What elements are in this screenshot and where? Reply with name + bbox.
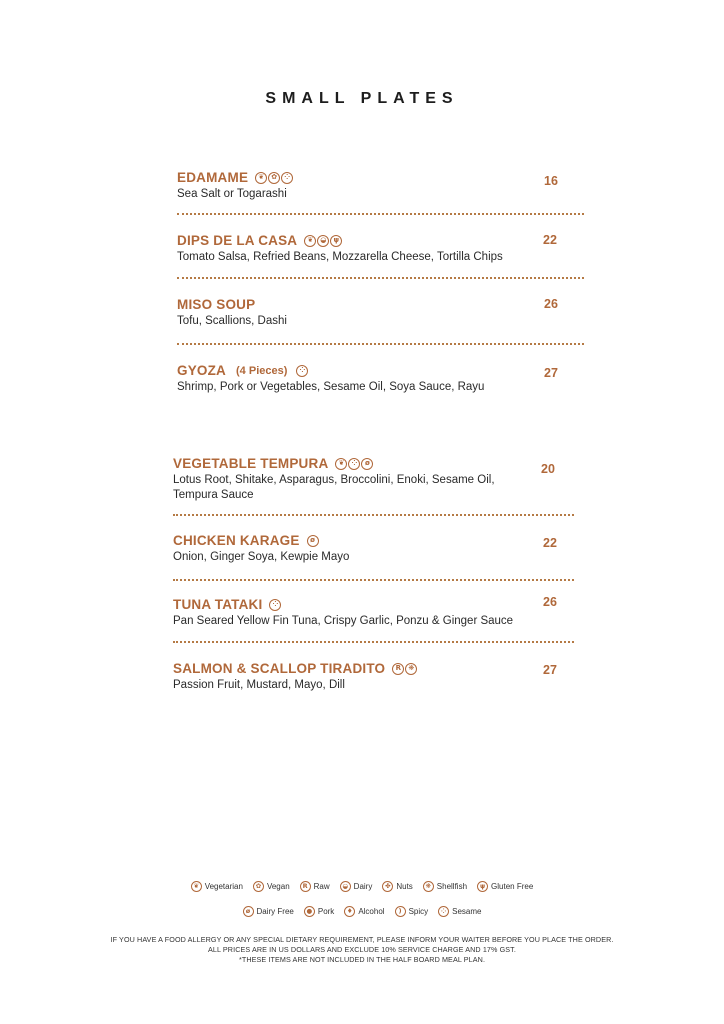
item-name: CHICKEN KARAGE xyxy=(173,533,300,548)
legend-label: Pork xyxy=(317,907,335,916)
item-price: 22 xyxy=(543,536,557,550)
item-price: 16 xyxy=(544,174,558,188)
legend-label: Alcohol xyxy=(358,907,385,916)
sesame-icon: ⁘ xyxy=(269,599,281,611)
item-name: DIPS DE LA CASA xyxy=(177,233,298,248)
item-price: 26 xyxy=(543,595,557,609)
legend-alcohol xyxy=(344,906,384,917)
item-price: 26 xyxy=(544,297,558,311)
sesame-icon: ⁘ xyxy=(296,365,308,377)
menu-item-edamame xyxy=(177,170,527,202)
gluten-free-icon: ψ xyxy=(477,881,488,892)
item-quantity: (4 Pieces) xyxy=(236,364,288,377)
shellfish-icon: ❋ xyxy=(423,881,434,892)
item-name: EDAMAME xyxy=(177,170,249,185)
item-icons xyxy=(255,172,293,184)
legend-shellfish xyxy=(423,881,467,892)
dietary-legend-row-1 xyxy=(0,881,724,892)
footer-notice xyxy=(0,935,724,965)
item-icons xyxy=(269,599,281,611)
price-notice: ALL PRICES ARE IN US DOLLARS AND EXCLUDE 10% SERVICE CHARGE AND 17% GST. xyxy=(208,945,516,954)
legend-label: Vegan xyxy=(266,882,290,891)
page-title: SMALL PLATES xyxy=(265,90,459,107)
item-name: MISO SOUP xyxy=(177,297,256,312)
item-description: Passion Fruit, Mustard, Mayo, Dill xyxy=(173,679,345,691)
item-description: Tomato Salsa, Refried Beans, Mozzarella Cheese, Tortilla Chips xyxy=(177,251,503,263)
raw-icon: R xyxy=(300,881,311,892)
divider xyxy=(173,514,574,516)
gluten-free-icon: ψ xyxy=(330,235,342,247)
dairy-icon: ◒ xyxy=(317,235,329,247)
dairy-free-icon: ø xyxy=(307,535,319,547)
vegetarian-icon: ❦ xyxy=(335,458,347,470)
menu-item-vegetable-tempura xyxy=(173,456,533,503)
item-icons xyxy=(335,458,373,470)
vegan-icon: ✿ xyxy=(253,881,264,892)
menu-item-salmon-scallop-tiradito xyxy=(173,661,533,693)
vegetarian-icon: ❦ xyxy=(255,172,267,184)
item-description: Pan Seared Yellow Fin Tuna, Crispy Garlic, Ponzu & Ginger Sauce xyxy=(173,615,514,627)
raw-icon: R xyxy=(392,663,404,675)
legend-pork xyxy=(304,906,334,917)
item-icons xyxy=(392,663,417,675)
item-name: VEGETABLE TEMPURA xyxy=(173,456,329,471)
dietary-legend-row-2 xyxy=(0,906,724,917)
legend-vegetarian xyxy=(191,881,243,892)
legend-label: Dairy xyxy=(353,882,373,891)
item-description: Sea Salt or Togarashi xyxy=(177,188,287,200)
vegan-icon: ✿ xyxy=(268,172,280,184)
legend-spicy xyxy=(395,906,429,917)
dairy-icon: ◒ xyxy=(340,881,351,892)
menu-item-miso-soup xyxy=(177,297,537,329)
legend-label: Gluten Free xyxy=(491,882,534,891)
legend-gluten-free xyxy=(477,881,533,892)
item-price: 27 xyxy=(544,366,558,380)
pork-icon: ● xyxy=(304,906,315,917)
legend-label: Spicy xyxy=(408,907,429,916)
item-name: TUNA TATAKI xyxy=(173,597,263,612)
menu-item-tuna-tataki xyxy=(173,597,553,629)
menu-item-dips-de-la-casa xyxy=(177,233,537,265)
sesame-icon: ⁘ xyxy=(438,906,449,917)
legend-label: Vegetarian xyxy=(204,882,243,891)
menu-item-chicken-karage xyxy=(173,533,533,565)
divider xyxy=(177,213,584,215)
allergy-notice: IF YOU HAVE A FOOD ALLERGY OR ANY SPECIAL DIETARY REQUIREMENT, PLEASE INFORM YOUR WAITER BEFORE YOU PLACE THE ORDER. xyxy=(110,935,614,944)
legend-vegan xyxy=(253,881,290,892)
legend-label: Dairy Free xyxy=(256,907,294,916)
legend-dairy xyxy=(340,881,373,892)
legend-raw xyxy=(300,881,330,892)
item-icons xyxy=(296,365,308,377)
item-name: GYOZA xyxy=(177,363,227,378)
meal-plan-notice: *THESE ITEMS ARE NOT INCLUDED IN THE HALF BOARD MEAL PLAN. xyxy=(238,955,486,964)
item-description: Lotus Root, Shitake, Asparagus, Broccolini, Enoki, Sesame Oil, Tempura Sauce xyxy=(173,474,495,501)
vegetarian-icon: ❦ xyxy=(304,235,316,247)
dairy-free-icon: ø xyxy=(361,458,373,470)
item-name: SALMON & SCALLOP TIRADITO xyxy=(173,661,386,676)
legend-label: Sesame xyxy=(452,907,482,916)
dairy-free-icon: ø xyxy=(243,906,254,917)
item-icons xyxy=(307,535,319,547)
item-price: 22 xyxy=(543,233,557,247)
item-price: 27 xyxy=(543,663,557,677)
divider xyxy=(177,277,584,279)
nuts-icon: ✤ xyxy=(382,881,393,892)
vegetarian-icon: ❦ xyxy=(191,881,202,892)
spicy-icon: ) xyxy=(395,906,406,917)
item-icons xyxy=(304,235,342,247)
divider xyxy=(177,343,584,345)
item-price: 20 xyxy=(541,462,555,476)
sesame-icon: ⁘ xyxy=(348,458,360,470)
legend-dairy-free xyxy=(243,906,294,917)
sesame-icon: ⁘ xyxy=(281,172,293,184)
item-description: Shrimp, Pork or Vegetables, Sesame Oil, Soya Sauce, Rayu xyxy=(177,381,485,393)
legend-label: Shellfish xyxy=(436,882,468,891)
legend-label: Raw xyxy=(313,882,330,891)
item-description: Onion, Ginger Soya, Kewpie Mayo xyxy=(173,551,350,563)
legend-label: Nuts xyxy=(396,882,413,891)
alcohol-icon: ♦ xyxy=(344,906,355,917)
legend-nuts xyxy=(382,881,412,892)
menu-item-gyoza xyxy=(177,363,537,395)
divider xyxy=(173,641,574,643)
divider xyxy=(173,579,574,581)
shellfish-icon: ❋ xyxy=(405,663,417,675)
item-description: Tofu, Scallions, Dashi xyxy=(177,315,287,327)
legend-sesame xyxy=(438,906,481,917)
